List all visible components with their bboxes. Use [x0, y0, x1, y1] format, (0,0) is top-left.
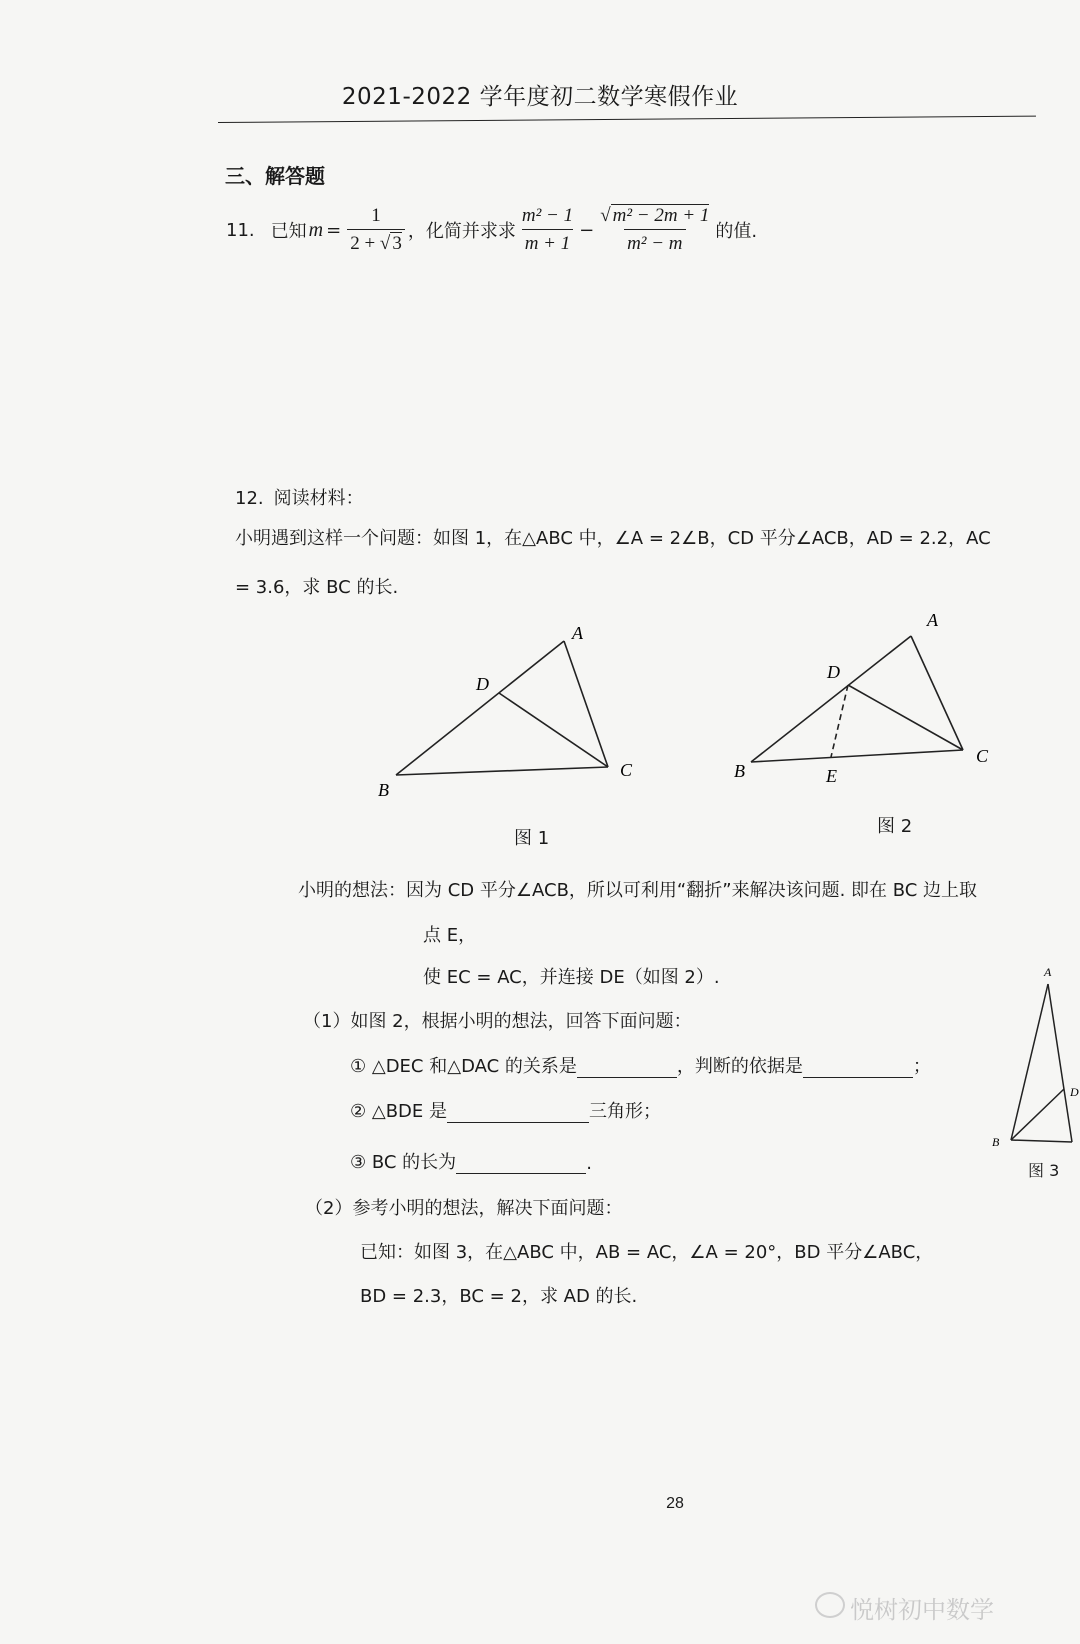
sub3-text-b: .	[586, 1153, 592, 1174]
page-title: 2021-2022 学年度初二数学寒假作业	[341, 84, 739, 110]
fig2-side-ba	[751, 636, 911, 762]
section-heading: 三、解答题	[225, 164, 325, 188]
sub2-text-b: 三角形；	[589, 1101, 662, 1122]
q11-frac3-numerator-wrap	[597, 205, 712, 229]
q11-equals: =	[326, 219, 342, 241]
sub2-text-a: ② △BDE 是	[350, 1101, 448, 1122]
q11-minus: −	[579, 219, 595, 241]
fig2-label-c: C	[976, 746, 989, 766]
q12-problem-line-2: = 3.6，求 BC 的长.	[235, 577, 399, 598]
q11-frac1-numerator: 1	[371, 205, 381, 226]
q11-fraction-a	[519, 205, 576, 255]
q11-frac3-radicand: m² − 2m + 1	[612, 205, 710, 226]
part-1-sub-3	[350, 1148, 592, 1174]
fig3-label-b: B	[992, 1135, 1000, 1149]
fig2-label-d: D	[827, 662, 840, 682]
q11-frac2-denominator: m + 1	[522, 229, 574, 255]
fig3-label-d: D	[1070, 1085, 1079, 1099]
fig1-label-a: A	[572, 623, 583, 643]
part-2-heading: （2）参考小明的想法，解决下面问题：	[305, 1198, 623, 1219]
fig2-label-b: B	[734, 761, 745, 781]
q12-number: 12.	[235, 488, 264, 509]
fig3-label-a: A	[1044, 965, 1052, 979]
answer-blank-reason[interactable]	[803, 1059, 913, 1078]
fig1-segment-dc	[499, 693, 608, 767]
idea-line-1: 小明的想法：因为 CD 平分∠ACB，所以可利用“翻折”来解决该问题. 即在 BC 边上取	[298, 880, 978, 901]
q11-var-m: m	[308, 218, 324, 241]
part-1-sub-2	[350, 1097, 661, 1123]
q12-problem-line-1: 小明遇到这样一个问题：如图 1，在△ABC 中，∠A = 2∠B，CD 平分∠ACB，AD = 2.2，AC	[235, 528, 991, 549]
q11-instruction: ，化简并求求	[407, 221, 516, 242]
fig1-side-bc	[396, 767, 608, 775]
fig2-segment-de	[831, 685, 848, 757]
question-11	[226, 205, 757, 255]
answer-blank-triangle-type[interactable]	[447, 1104, 589, 1123]
fig1-label-b: B	[378, 780, 389, 800]
sub1-text-b: ，判断的依据是	[676, 1056, 803, 1077]
sub1-text-c: ；	[912, 1056, 931, 1077]
figure-3-caption: 图 3	[1028, 1161, 1060, 1180]
q11-tail: 的值.	[715, 221, 758, 242]
q11-frac1-radicand: 3	[392, 233, 402, 254]
sqrt-icon: √	[379, 233, 391, 254]
sqrt-icon: √	[600, 205, 611, 226]
wechat-icon	[815, 1592, 845, 1618]
q11-fraction-m	[347, 205, 405, 255]
idea-line-3: 使 EC = AC，并连接 DE（如图 2）.	[423, 967, 720, 988]
fig2-side-ac	[911, 636, 963, 750]
figure-1	[360, 610, 650, 800]
header-divider	[218, 116, 1036, 123]
fig1-label-d: D	[476, 674, 489, 694]
figure-3	[980, 958, 1080, 1158]
question-12-heading	[235, 484, 364, 510]
q11-number: 11.	[226, 219, 255, 241]
fig2-label-e: E	[826, 766, 837, 786]
fig3-side-ab	[1011, 984, 1048, 1140]
fig2-segment-dc	[848, 685, 963, 750]
fig3-side-ac	[1048, 984, 1072, 1142]
q12-title: 阅读材料：	[273, 488, 364, 509]
q11-frac1-denominator	[347, 229, 405, 255]
sub3-text-a: ③ BC 的长为	[350, 1152, 457, 1173]
page-number: 28	[666, 1495, 684, 1512]
part-1-heading: （1）如图 2，根据小明的想法，回答下面问题：	[303, 1011, 692, 1032]
fig2-label-a: A	[927, 610, 938, 630]
fig3-segment-bd	[1011, 1089, 1064, 1140]
figure-2-caption: 图 2	[877, 816, 913, 837]
fig3-side-bc	[1011, 1140, 1072, 1142]
fig1-side-ac	[564, 641, 608, 767]
fig2-side-bc	[751, 750, 963, 762]
figure-1-caption: 图 1	[514, 828, 550, 849]
q11-frac1-den-term: 2 +	[350, 233, 380, 254]
idea-line-2: 点 E，	[423, 925, 477, 946]
q11-frac3-denominator: m² − m	[624, 229, 685, 255]
q11-given: 已知	[270, 221, 307, 242]
answer-blank-relationship[interactable]	[577, 1059, 677, 1078]
q11-frac2-numerator: m² − 1	[521, 205, 574, 226]
fig1-side-ba	[396, 641, 564, 775]
part-2-given-line-2: BD = 2.3，BC = 2，求 AD 的长.	[360, 1286, 638, 1307]
sub1-text-a: ① △DEC 和△DAC 的关系是	[350, 1056, 577, 1077]
watermark-text: 悦树初中数学	[850, 1596, 994, 1624]
part-2-given-line-1: 已知：如图 3，在△ABC 中，AB = AC，∠A = 20°，BD 平分∠ABC，	[360, 1242, 934, 1263]
part-1-sub-1	[350, 1052, 931, 1078]
figure-2	[725, 600, 1005, 790]
fig1-label-c: C	[620, 760, 633, 780]
answer-blank-bc-length[interactable]	[456, 1155, 586, 1174]
q11-fraction-b	[597, 205, 712, 255]
